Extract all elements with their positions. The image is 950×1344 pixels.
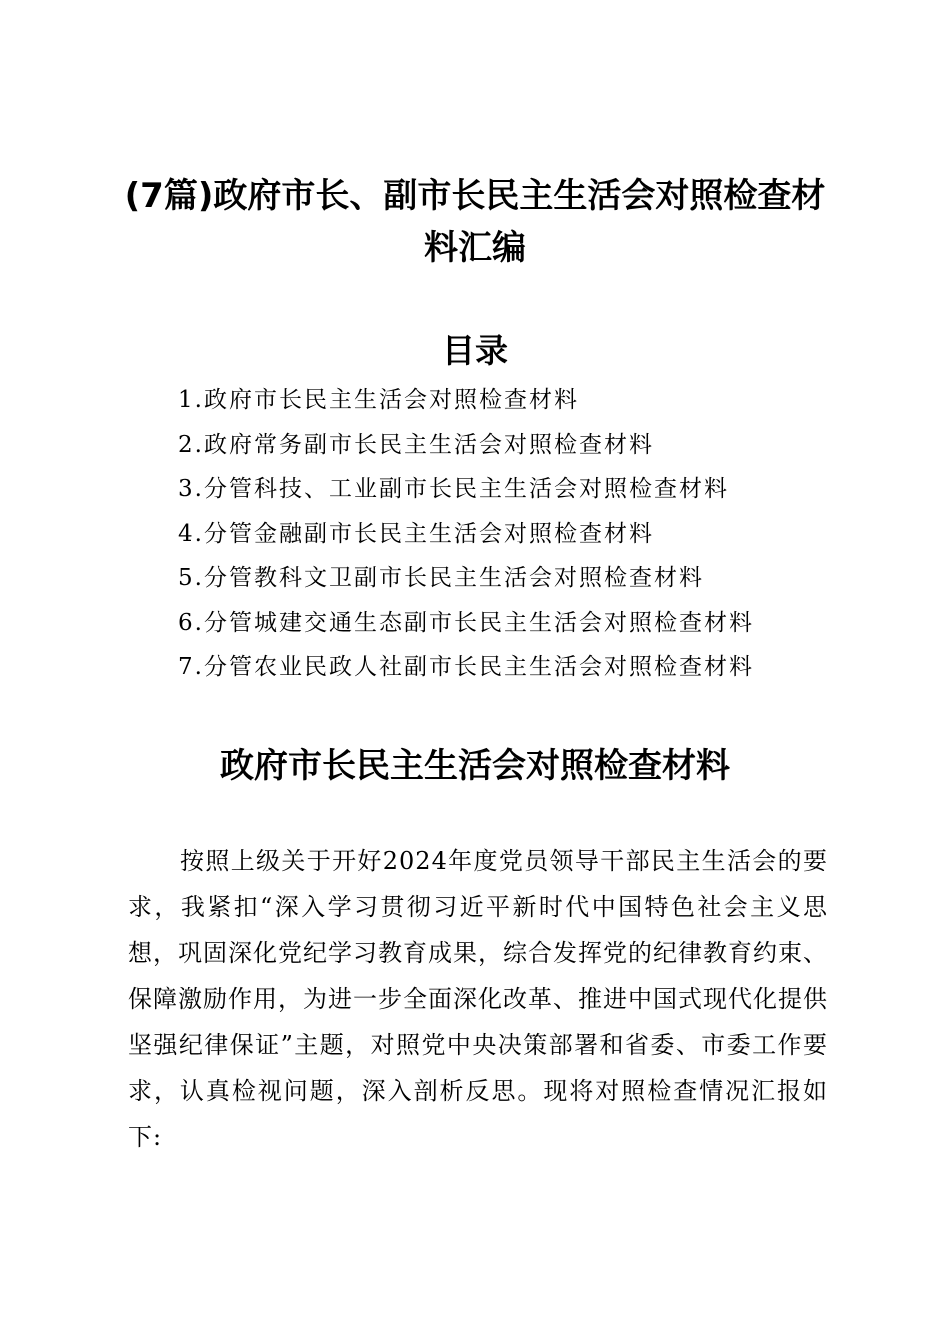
toc-item-3: 3.分管科技、工业副市长民主生活会对照检查材料 (178, 476, 729, 502)
table-of-contents (178, 378, 754, 690)
toc-item-4: 4.分管金融副市长民主生活会对照检查材料 (178, 520, 654, 547)
document-title: (7篇)政府市长、副市长民主生活会对照检查材料汇编 (124, 176, 826, 268)
body-paragraph: 按照上级关于开好2024年度党员领导干部民主生活会的要求，我紧扣“深入学习贯彻习近平新时代中国特色社会主义思想，巩固深化党纪学习教育成果，综合发挥党的纪律教育约束、保障激励作用，为进一步全面深化改革、推进中国式现代化提供坚强纪律保证”主题，对照党中央决策部署和省委、市委工作要求，认真检视问题，深入剖析反思。现将对照检查情况汇报如下: (128, 847, 828, 1151)
toc-item-7: 7.分管农业民政人社副市长民主生活会对照检查材料 (178, 654, 754, 680)
toc-item-2: 2.政府常务副市长民主生活会对照检查材料 (178, 431, 654, 458)
toc-heading: 目录 (442, 331, 508, 370)
section-title: 政府市长民主生活会对照检查材料 (220, 746, 730, 786)
toc-item-6: 6.分管城建交通生态副市长民主生活会对照检查材料 (178, 609, 754, 636)
toc-item-1: 1.政府市长民主生活会对照检查材料 (178, 387, 579, 413)
toc-item-5: 5.分管教科文卫副市长民主生活会对照检查材料 (178, 565, 704, 591)
